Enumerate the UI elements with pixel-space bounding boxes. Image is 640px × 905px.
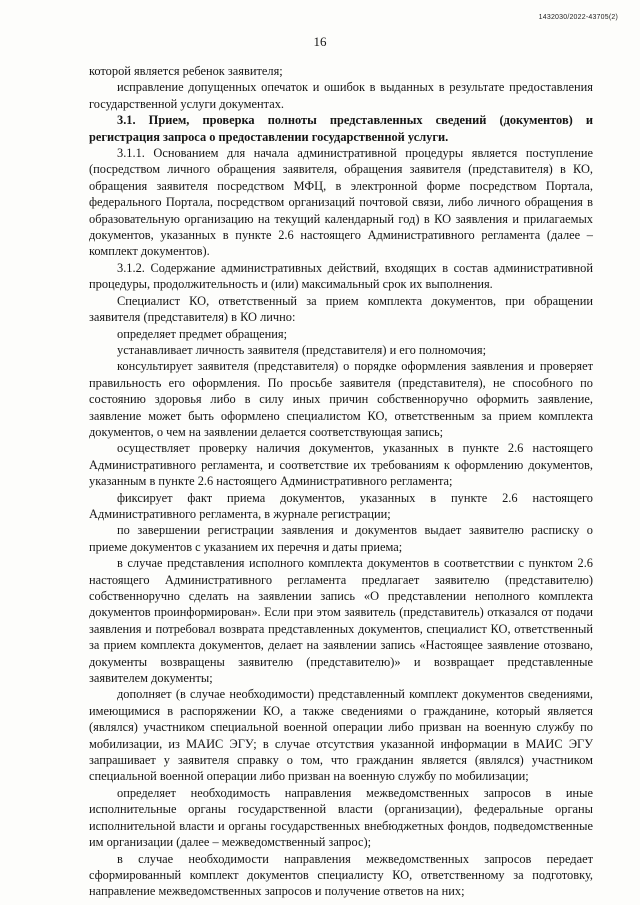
paragraph: которой является ребенок заявителя; [89,64,283,78]
section-heading: 3.1. Прием, проверка полноты представленных сведений (документов) и регистрация запроса о предоставлении государственной услуги. [89,113,593,144]
registration-number: 1432030/2022-43705(2) [538,14,618,21]
paragraph: осуществляет проверку наличия документов, указанных в пункте 2.6 настоящего Административного регламента, и соответствие их требованиям к оформлению документов, указанным в пункте 2.6 настоящего Административного регламента; [89,441,593,489]
paragraph: дополняет (в случае необходимости) представленный комплект документов сведениями, имеющимися в распоряжении КО, а также сведениями о гражданине, который является (являлся) участником специальной военной операции либо призван на военную службу по мобилизации, из МАИС ЭГУ; в случае отсутствия указанной информации в МАИС ЭГУ запрашивает у заявителя справку о том, что гражданин является (являлся) участником специальной военной операции либо призван на военную службу по мобилизации; [89,687,593,784]
paragraph: определяет предмет обращения; [117,326,288,341]
paragraph: фиксирует факт приема документов, указанных в пункте 2.6 настоящего Административного регламента, в журнале регистрации; [89,490,593,521]
paragraph: Специалист КО, ответственный за прием комплекта документов, при обращении заявителя (представителя) в КО лично: [89,293,593,325]
paragraph: определяет необходимость направления межведомственных запросов в иные исполнительные органы государственной власти (организации), федеральные органы исполнительной власти и органы государственных внебюджетных фондов, подведомственные им организации (далее – межведомственный запрос); [89,785,593,850]
page-number: 16 [313,34,327,49]
paragraph: устанавливает личность заявителя (представителя) и его полномочия; [117,342,487,357]
paragraph: по завершении регистрации заявления и документов выдает заявителю расписку о приеме документов с указанием их перечня и даты приема; [89,523,593,554]
paragraph: 3.1.1. Основанием для начала административной процедуры является поступление (посредством личного обращения заявителя, обращения заявителя (представителя) в КО, обращения заявителя посредством МФЦ, в электронной форме посредством Портала, федерального Портала, посредством организаций почтовой связи, либо личного обращения в образовательную организацию на текущий календарный год) в КО заявления и прилагаемых документов, указанных в пункте 2.6 настоящего Административного регламента (далее – комплект документов). [89,146,593,259]
paragraph: исправление допущенных опечаток и ошибок в выданных в результате предоставления государственной услуги документах. [89,80,593,111]
paragraph: 3.1.2. Содержание административных действий, входящих в состав административной процедуры, продолжительность и (или) максимальный срок их выполнения. [89,260,593,292]
paragraph: в случае необходимости направления межведомственных запросов передает сформированный комплект документов специалисту КО, ответственному за подготовку, направление межведомственных запросов и получение ответов на них; [89,851,593,899]
paragraph: в случае представления исполного комплекта документов в соответствии с пунктом 2.6 настоящего Административного регламента предлагает заявителю (представителю) собственноручно сделать на заявлении запись «О представлении неполного комплекта документов проинформирован». Если при этом заявитель (представитель) отказался от подачи заявления и потребовал возврата представленных документов, специалист КО, ответственный за прием комплекта документов, делает на заявлении запись «Настоящее заявление отозвано, документы возвращены заявителю (представителю)» и возвращает представленные заявителем документы; [89,556,593,686]
document-body [89,63,593,900]
paragraph: консультирует заявителя (представителя) о порядке оформления заявления и проверяет правильность его оформления. По просьбе заявителя (представителя), не способного по состоянию здоровья либо в силу иных причин собственноручно оформить заявление, заявление может быть оформлено специалистом КО, ответственным за прием комплекта документов, о чем на заявлении делается соответствующая запись; [89,359,593,439]
